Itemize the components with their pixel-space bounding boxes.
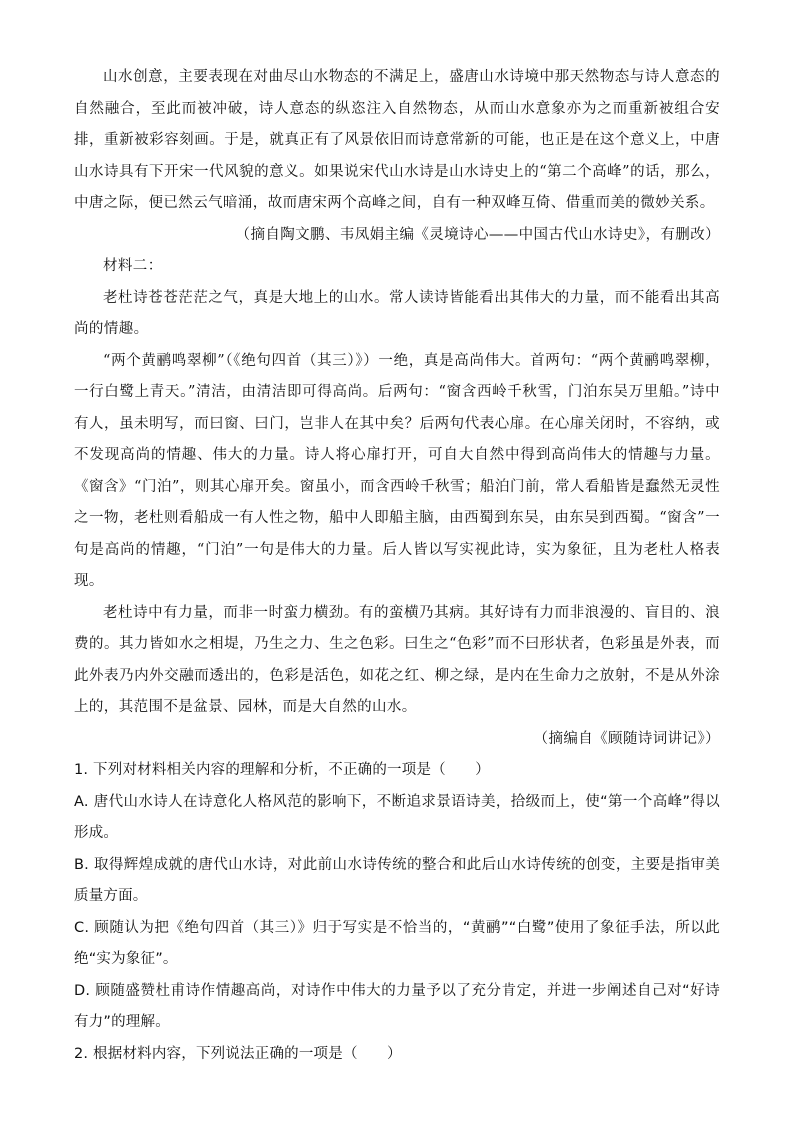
material-two-source: （摘编自《顾随诗词讲记》） xyxy=(533,730,720,747)
question-2 xyxy=(74,1039,720,1071)
material-two-heading: 材料二： xyxy=(103,258,163,274)
material-two-paragraph: 老杜诗苍苍茫茫之气，真是大地上的山水。常人读诗皆能看出其伟大的力量，而不能看出其高尚的情趣。 xyxy=(74,289,720,337)
material-two-paragraph: 老杜诗中有力量，而非一时蛮力横劲。有的蛮横乃其病。其好诗有力而非浪漫的、盲目的、浪费的。其力皆如水之相堤，乃生之力、生之色彩。曰生之“色彩”而不曰形状者，色彩虽是外表，而此外表乃内外交融而透出的，色彩是活色，如花之红、柳之绿，是内在生命力之放射，不是从外涂上的，其范围不是盆景、园林，而是大自然的山水。 xyxy=(74,604,720,715)
material-one-paragraph: 山水创意，主要表现在对曲尽山水物态的不满足上，盛唐山水诗境中那天然物态与诗人意态的自然融合，至此而被冲破，诗人意态的纵恣注入自然物态，从而山水意象亦为之而重新被组合安排，重新被彩容刻画。于是，就真正有了风景依旧而诗意常新的可能，也正是在这个意义上，中唐山水诗具有下开宋一代风貌的意义。如果说宋代山水诗是山水诗史上的“第二个高峰”的话，那么，中唐之际，便已然云气暗涌，故而唐宋两个高峰之间，自有一种双峰互倚、借重而美的微妙关系。 xyxy=(74,69,720,211)
option-a[interactable]: A. 唐代山水诗人在诗意化人格风范的影响下，不断追求景语诗美，拾级而上，使“第一个高峰”得以形成。 xyxy=(74,793,720,841)
option-d[interactable]: D. 顾随盛赞杜甫诗作情趣高尚，对诗作中伟大的力量予以了充分肯定，并进一步阐述自己对“好诗有力”的理解。 xyxy=(74,982,720,1030)
material-one-source: （摘自陶文鹏、韦凤娟主编《灵境诗心——中国古代山水诗史》，有删改） xyxy=(235,226,720,243)
question-stem: 1. 下列对材料相关内容的理解和分析，不正确的一项是（ ） xyxy=(74,762,490,778)
question-stem: 2. 根据材料内容，下列说法正确的一项是（ ） xyxy=(74,1045,402,1062)
option-c[interactable]: C. 顾随认为把《绝句四首（其三）》归于写实是不恰当的，“黄鹂”“白鹭”使用了象征手法，所以此绝“实为象征”。 xyxy=(74,919,720,967)
material-two-paragraph: “两个黄鹂鸣翠柳”（《绝句四首（其三）》）一绝，真是高尚伟大。首两句：“两个黄鹂鸣翠柳，一行白鹭上青天。”清洁，由清洁即可得高尚。后两句：“窗含西岭千秋雪，门泊东吴万里船。”诗中有人，虽未明写，而曰窗、曰门，岂非人在其中矣？后两句代表心扉。在心扉关闭时，不容纳，或不发现高尚的情趣、伟大的力量。诗人将心扉打开，可自大自然中得到高尚伟大的情趣与力量。《窗含》“门泊”，则其心扉开矣。窗虽小，而含西岭千秋雪；船泊门前，常人看船皆是蠢然无灵性之一物，老杜则看船成一有人性之物，船中人即船主脑，由西蜀到东吴，由东吴到西蜀。“窗含”一句是高尚的情趣，“门泊”一句是伟大的力量。后人皆以写实视此诗，实为象征，且为老杜人格表现。 xyxy=(74,352,720,589)
question-1 xyxy=(74,755,720,1039)
option-b[interactable]: B. 取得辉煌成就的唐代山水诗，对此前山水诗传统的整合和此后山水诗传统的创变，主要是指审美质量方面。 xyxy=(74,856,720,904)
